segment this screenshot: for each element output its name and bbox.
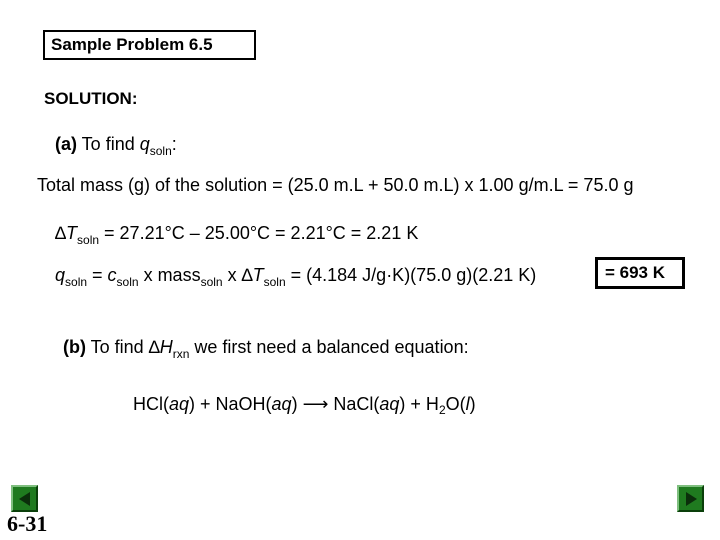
c-var: c — [107, 265, 117, 285]
part-b-label: (b) — [63, 337, 86, 357]
h-symbol: H — [159, 337, 173, 357]
eq-o: O( — [445, 394, 466, 414]
slide-number: 6-31 — [7, 511, 48, 536]
eq-plus1: ) + NaOH( — [189, 394, 272, 414]
t-var-sub: soln — [263, 275, 286, 289]
mass-sub: soln — [200, 275, 223, 289]
delta-t-line — [55, 223, 419, 247]
q-symbol: q — [139, 134, 150, 154]
part-a-suffix: : — [171, 134, 177, 154]
part-a-line — [55, 134, 177, 158]
eq-close: ) — [469, 394, 476, 414]
part-b-line — [63, 337, 469, 361]
part-b-text: To find — [85, 337, 149, 357]
previous-slide-button[interactable] — [11, 485, 38, 512]
arrow-right-icon — [686, 492, 697, 506]
x-delta: x ∆ — [222, 265, 253, 285]
next-slide-button[interactable] — [677, 485, 704, 512]
slide-title: Sample Problem 6.5 — [43, 30, 256, 60]
q-subscript: soln — [149, 144, 172, 158]
q-eq: = — [87, 265, 108, 285]
t-var: T — [252, 265, 264, 285]
eq-aq1: aq — [169, 394, 190, 414]
c-var-sub: soln — [116, 275, 139, 289]
q-calculation-line — [55, 265, 537, 289]
delta-symbol: ∆ — [55, 223, 67, 243]
part-a-text: To find — [77, 134, 140, 154]
t-subscript: soln — [77, 233, 100, 247]
q-var-sub: soln — [65, 275, 88, 289]
solution-heading: SOLUTION: — [44, 89, 138, 108]
answer-box: = 693 K — [595, 257, 685, 289]
eq-aq2: aq — [271, 394, 292, 414]
arrow-left-icon — [19, 492, 30, 506]
part-b-rest: we first need a balanced equation: — [189, 337, 469, 357]
eq-l: l — [465, 394, 470, 414]
eq-aq3: aq — [379, 394, 400, 414]
delta-h-symbol: ∆ — [148, 337, 160, 357]
total-mass-line: Total mass (g) of the solution = (25.0 m.L + 50.0 m.L) x 1.00 g/m.L = 75.0 g — [37, 175, 634, 195]
h-subscript: rxn — [172, 347, 190, 361]
eq-h2-subscript: 2 — [438, 403, 446, 417]
part-a-label: (a) — [55, 134, 77, 154]
eq-arrow: ) ⟶ NaCl( — [291, 394, 380, 414]
q-var: q — [55, 265, 66, 285]
t-symbol: T — [66, 223, 78, 243]
x-mass: x mass — [138, 265, 201, 285]
eq-plus2: ) + H — [399, 394, 439, 414]
delta-t-rest: = 27.21°C – 25.00°C = 2.21°C = 2.21 K — [99, 223, 419, 243]
eq-hcl: HCl( — [133, 394, 169, 414]
q-rest: = (4.184 J/g·K)(75.0 g)(2.21 K) — [285, 265, 537, 285]
balanced-equation — [133, 394, 476, 415]
